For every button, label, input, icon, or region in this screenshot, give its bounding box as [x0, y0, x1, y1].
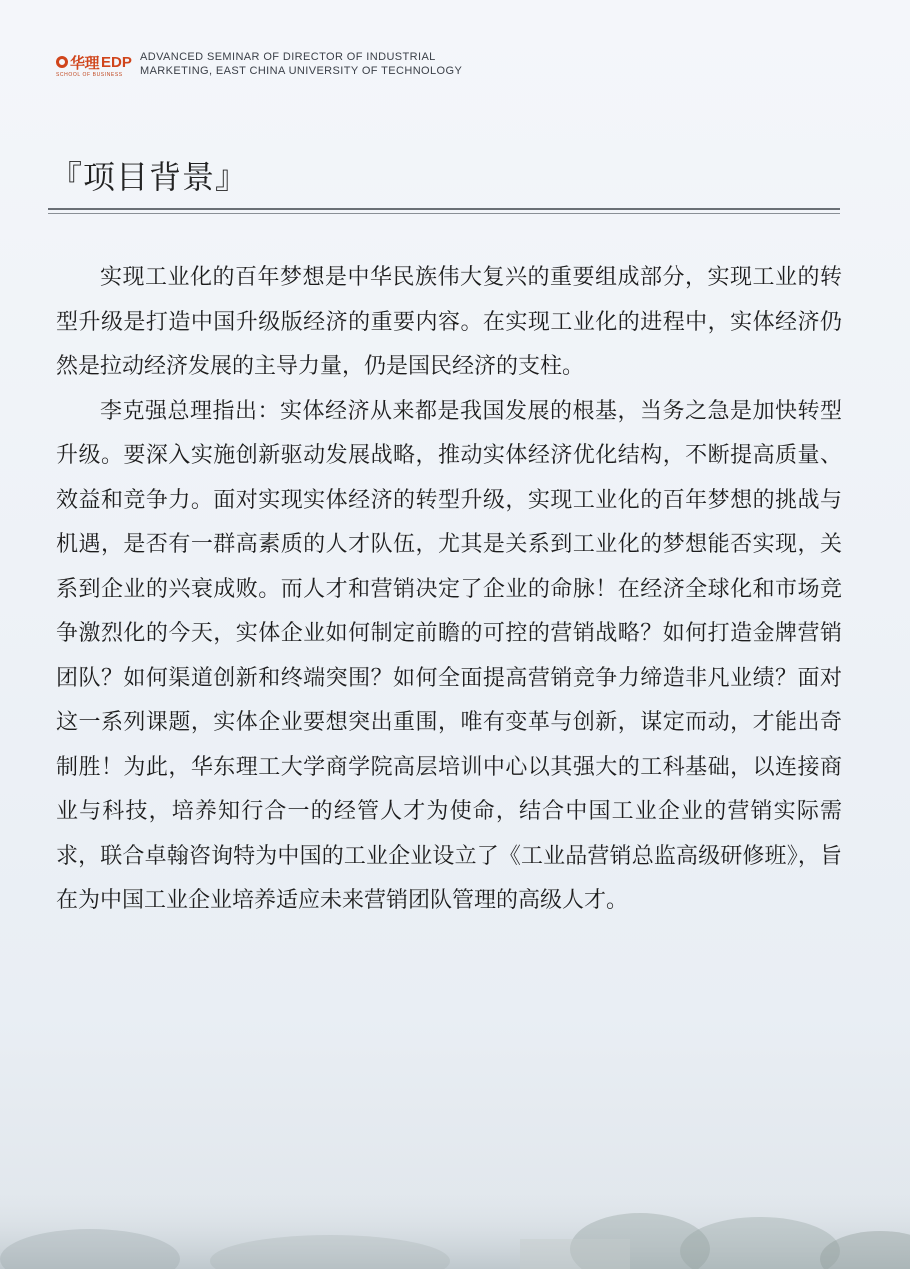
- logo-text: 华理: [70, 53, 100, 72]
- header-caption: [140, 50, 462, 78]
- paragraph-1: 实现工业化的百年梦想是中华民族伟大复兴的重要组成部分，实现工业的转型升级是打造中国升级版经济的重要内容。在实现工业化的进程中，实体经济仍然是拉动经济发展的主导力量，仍是国民经济的支柱。: [56, 265, 842, 379]
- paragraph-2: 李克强总理指出：实体经济从来都是我国发展的根基，当务之急是加快转型升级。要深入实施创新驱动发展战略，推动实体经济优化结构，不断提高质量、效益和竞争力。面对实现实体经济的转型升级，实现工业化的百年梦想的挑战与机遇，是否有一群高素质的人才队伍，尤其是关系到工业化的梦想能否实现，关系到企业的兴衰成败。而人才和营销决定了企业的命脉！在经济全球化和市场竞争激烈化的今天，实体企业如何制定前瞻的可控的营销战略？如何打造金牌营销团队？如何渠道创新和终端突围？如何全面提高营销竞争力缔造非凡业绩？面对这一系列课题，实体企业要想突出重围，唯有变革与创新，谋定而动，才能出奇制胜！为此，华东理工大学商学院高层培训中心以其强大的工科基础，以连接商业与科技，培养知行合一的经管人才为使命，结合中国工业企业的营销实际需求，联合卓翰咨询特为中国的工业企业设立了《工业品营销总监高级研修班》，旨在为中国工业企业培养适应未来营销团队管理的高级人才。: [56, 398, 842, 913]
- campus-scenery-illustration: [0, 1179, 910, 1269]
- title-divider-thin: [48, 213, 840, 214]
- logo-edp: EDP: [101, 53, 132, 71]
- body-text: [56, 256, 842, 924]
- header-caption-line2: MARKETING, EAST CHINA UNIVERSITY OF TECHNOLOGY: [140, 65, 463, 77]
- logo-circle-icon: [56, 56, 68, 68]
- header: [56, 48, 462, 80]
- logo-mark: [56, 52, 132, 72]
- logo-subtitle: SCHOOL OF BUSINESS: [56, 72, 123, 78]
- title-divider: [48, 208, 840, 210]
- ecust-edp-logo: [56, 48, 132, 80]
- section-title: 『项目背景』: [50, 158, 249, 196]
- header-caption-line1: ADVANCED SEMINAR OF DIRECTOR OF INDUSTRIAL: [140, 51, 436, 63]
